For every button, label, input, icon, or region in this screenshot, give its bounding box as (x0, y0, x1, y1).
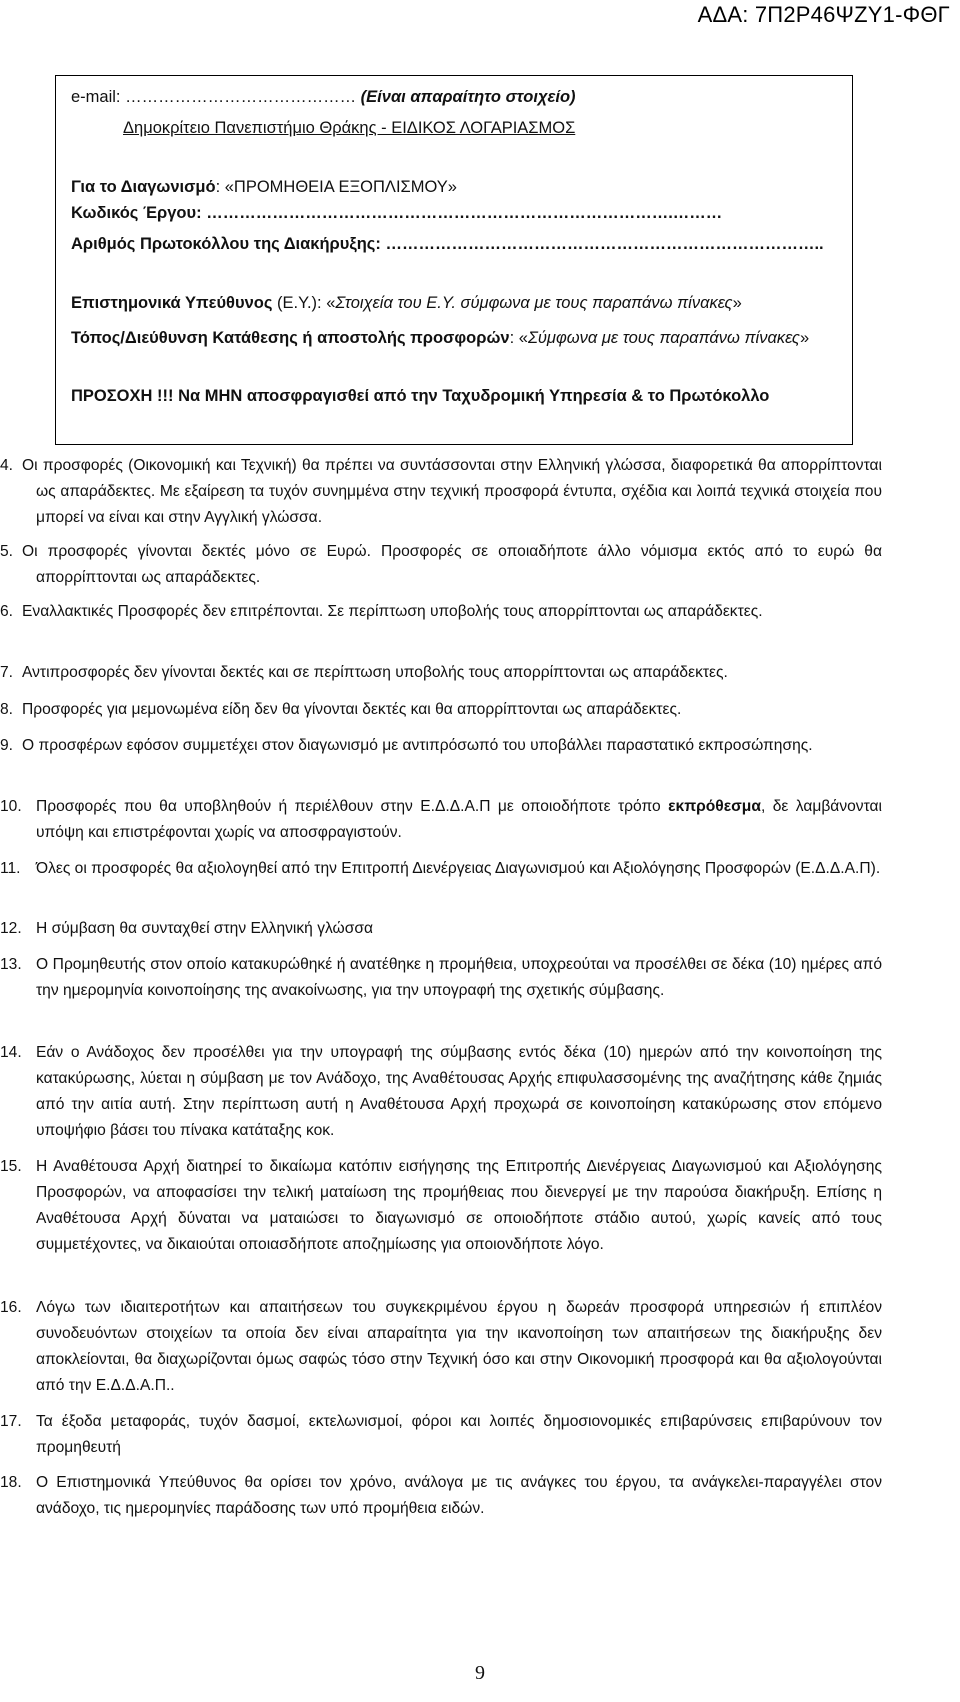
project-dots: ………………………………………………………………………….……… (206, 204, 723, 222)
list-item-6 (0, 599, 882, 625)
item-text: Λόγω των ιδιαιτεροτήτων και απαιτήσεων του συγκεκριμένου έργου η δωρεάν προσφορά υπηρεσιών ή επιπλέον συνοδευόντων στοιχείων τα οποία δεν είναι απαραίτητα για την ικανοποίηση των απαιτήσεων της διακήρυξης δεν αποκλείονται, θα διαχωρίζονται όμως σαφώς τόσο στην Τεχνική όσο και στην Οικονομική προσφορά και θα αξιολογούνται από την Ε.Δ.Δ.Α.Π.. (36, 1299, 882, 1394)
place-value: Σύμφωνα με τους παραπάνω πίνακες (527, 329, 800, 347)
recipient-line: Δημοκρίτειο Πανεπιστήμιο Θράκης - ΕΙΔΙΚΟΣ ΛΟΓΑΡΙΑΣΜΟΣ (123, 119, 576, 137)
item-number: 10. (0, 798, 22, 815)
item-text-end: , δε λαμβάνονται υπόψη και επιστρέφονται χωρίς να αποσφραγιστούν. (36, 798, 882, 841)
list-item-18 (0, 1470, 882, 1522)
list-item-14 (0, 1040, 882, 1144)
item-text-bold: εκπρόθεσμα (668, 798, 761, 815)
item-text: Ο προσφέρων εφόσον συμμετέχει στον διαγωνισμό με αντιπρόσωπό του υποβάλλει παραστατικό εκπροσώπησης. (22, 737, 813, 754)
item-text: Προσφορές που θα υποβληθούν ή περιέλθουν στην Ε.Δ.Δ.Α.Π με οποιοδήποτε τρόπο (36, 798, 669, 815)
item-number: 15. (0, 1158, 22, 1175)
protocol-line (71, 233, 824, 255)
item-number: 13. (0, 956, 22, 973)
list-item-13 (0, 952, 882, 1004)
item-text: Ο Προμηθευτής στον οποίο κατακυρώθηκέ ή ανατέθηκε η προμήθεια, υποχρεούται να προσέλθει σε δέκα (10) ημέρες από την ημερομηνία κοινοποίησης της ανακοίνωσης, για την υπογραφή της σχετικής σύμβασης. (36, 956, 882, 999)
item-text: Προσφορές για μεμονωμένα είδη δεν θα γίνονται δεκτές και θα απορρίπτονται ως απαράδεκτες. (22, 701, 682, 718)
item-number: 4. (0, 457, 14, 474)
item-number: 5. (0, 543, 14, 560)
list-item-11 (0, 856, 882, 882)
item-number: 8. (0, 701, 14, 718)
list-item-12 (0, 916, 882, 942)
warning-line: ΠΡΟΣΟΧΗ !!! Να ΜΗΝ αποσφραγισθεί από την Ταχυδρομική Υπηρεσία & το Πρωτόκολλο (71, 387, 770, 405)
page-number: 9 (475, 1662, 485, 1684)
item-text: Τα έξοδα μεταφοράς, τυχόν δασμοί, εκτελωνισμοί, φόροι και λοιπές δημοσιονομικές επιβαρύνσεις επιβαρύνουν τον προμηθευτή (36, 1413, 882, 1456)
item-text: Όλες οι προσφορές θα αξιολογηθεί από την Επιτροπή Διενέργειας Διαγωνισμού και Αξιολόγησης Προσφορών (Ε.Δ.Δ.Α.Π). (36, 860, 881, 877)
project-line (71, 202, 722, 224)
item-text: Οι προσφορές γίνονται δεκτές μόνο σε Ευρώ. Προσφορές σε οποιαδήποτε άλλο νόμισμα εκτός από το ευρώ θα απορρίπτονται ως απαράδεκτες. (22, 543, 882, 586)
tender-line (71, 176, 457, 198)
item-number: 9. (0, 737, 14, 754)
item-text: Εάν ο Ανάδοχος δεν προσέλθει για την υπογραφή της σύμβασης εντός δέκα (10) ημερών από την κοινοποίηση της κατακύρωσης, λύεται η σύμβαση με τον Ανάδοχο, της Αναθέτουσας Αρχής επιφυλασσομένης της αναζήτησης κάθε ζημιάς από την αιτία αυτή. Στην περίπτωση αυτή η Αναθέτουσα Αρχή προχωρά σε κοινοποίηση κατακύρωσης στον επόμενο υποψήφιο βάσει του πίνακα κατάταξης κοκ. (36, 1044, 882, 1139)
list-item-10 (0, 794, 882, 846)
email-note: (Είναι απαραίτητο στοιχείο) (356, 88, 576, 106)
list-item-16 (0, 1295, 882, 1399)
item-text: Η Αναθέτουσα Αρχή διατηρεί το δικαίωμα κατόπιν εισήγησης της Επιτροπής Διενέργειας Διαγωνισμού και Αξιολόγησης Προσφορών, να αποφασίσει την τελική ματαίωση της προμήθειας που διενεργεί με την παρούσα διακήρυξη. Επίσης η Αναθέτουσα Αρχή δύναται να ματαιώσει το διαγωνισμό σε οποιοδήποτε στάδιο αυτού, χωρίς κανείς από τους συμμετέχοντες, να δικαιούται οποιασδήποτε αποζημίωσης για οποιονδήποτε λόγο. (36, 1158, 882, 1253)
scientist-end: » (732, 294, 742, 312)
item-number: 14. (0, 1044, 22, 1061)
email-line (71, 86, 576, 108)
scientist-value: Στοιχεία του Ε.Υ. σύμφωνα με τους παραπάνω πίνακες (335, 294, 733, 312)
item-number: 18. (0, 1474, 22, 1491)
tender-label: Για το Διαγωνισμό (71, 178, 216, 196)
item-number: 11. (0, 860, 21, 877)
item-text: Ο Επιστημονικά Υπεύθυνος θα ορίσει τον χρόνο, ανάλογα με τις ανάγκες του έργου, τα ανάγκελει-παραγγέλει στον ανάδοχο, τις ημερομηνίες παράδοσης των υπό προμήθεια ειδών. (36, 1474, 882, 1517)
scientist-label: Επιστημονικά Υπεύθυνος (71, 294, 273, 312)
item-number: 17. (0, 1413, 22, 1430)
ada-code: ΑΔΑ: 7Π2Ρ46ΨΖΥ1-ΦΘΓ (697, 2, 950, 27)
envelope-info-box (55, 75, 853, 445)
list-item-7 (0, 660, 882, 686)
item-text: Η σύμβαση θα συνταχθεί στην Ελληνική γλώσσα (36, 920, 373, 937)
item-number: 12. (0, 920, 22, 937)
email-label: e-mail: (71, 88, 126, 106)
scientist-line (71, 292, 742, 314)
item-number: 7. (0, 664, 14, 681)
list-item-4 (0, 453, 882, 531)
list-item-5 (0, 539, 882, 591)
protocol-label: Αριθμός Πρωτοκόλλου της Διακήρυξης: (71, 235, 386, 253)
item-text: Εναλλακτικές Προσφορές δεν επιτρέπονται. Σε περίπτωση υποβολής τους απορρίπτονται ως απαράδεκτες. (22, 603, 763, 620)
email-dots: …………………………………… (125, 88, 357, 106)
place-label: Τόπος/Διεύθυνση Κατάθεσης ή αποστολής προσφορών (71, 329, 510, 347)
place-line (71, 327, 809, 349)
protocol-dots: …………………………………………………………………….. (385, 235, 824, 253)
item-text: Οι προσφορές (Οικονομική και Τεχνική) θα πρέπει να συντάσσονται στην Ελληνική γλώσσα, διαφορετικά θα απορρίπτονται ως απαράδεκτες. Με εξαίρεση τα τυχόν συνημμένα στην τεχνική προσφορά έντυπα, σχέδια και λοιπά τεχνικά στοιχεία που μπορεί να είναι και στην Αγγλική γλώσσα. (22, 457, 882, 526)
tender-value: : «ΠΡΟΜΗΘΕΙΑ ΕΞΟΠΛΙΣΜΟΥ» (215, 178, 457, 196)
item-text: Αντιπροσφορές δεν γίνονται δεκτές και σε περίπτωση υποβολής τους απορρίπτονται ως απαράδεκτες. (22, 664, 728, 681)
item-number: 16. (0, 1299, 22, 1316)
list-item-15 (0, 1154, 882, 1258)
place-end: » (799, 329, 810, 347)
list-item-17 (0, 1409, 882, 1461)
list-item-9 (0, 733, 882, 759)
place-mid: : « (509, 329, 528, 347)
project-label: Κωδικός Έργου: (71, 204, 207, 222)
scientist-mid: (Ε.Υ.): « (272, 294, 336, 312)
item-number: 6. (0, 603, 14, 620)
list-item-8 (0, 697, 882, 723)
